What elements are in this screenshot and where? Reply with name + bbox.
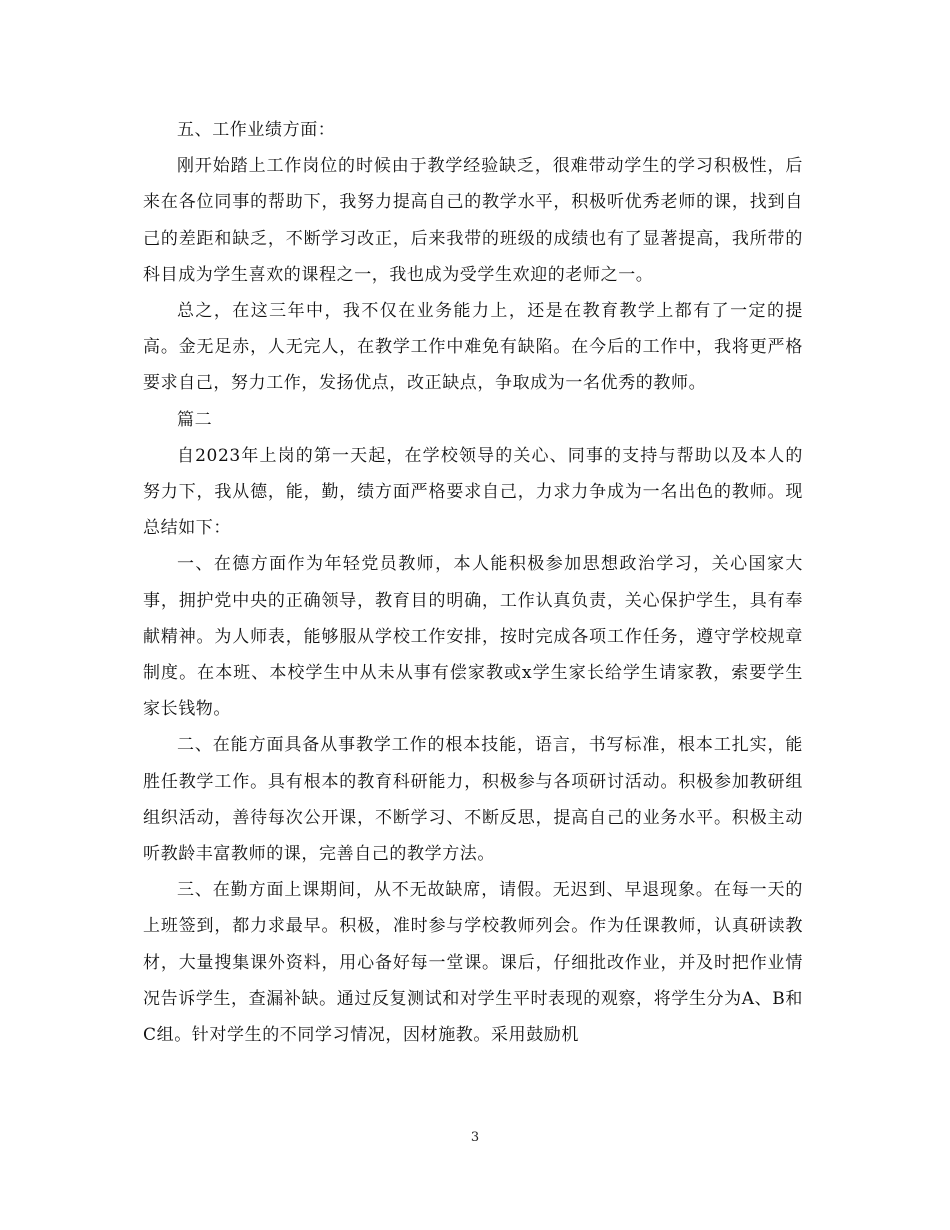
paragraph-introduction: 自2023年上岗的第一天起，在学校领导的关心、同事的支持与帮助以及本人的努力下，我从德，能，勤，绩方面严格要求自己，力求力争成为一名出色的教师。现总结如下： xyxy=(143,445,803,539)
paragraph-diligence: 三、在勤方面上课期间，从不无故缺席，请假。无迟到、早退现象。在每一天的上班签到，都力求最早。积极，准时参与学校教师列会。作为任课教师，认真研读教材，大量搜集课外资料，用心备好每一堂课。课后，仔细批改作业，并及时把作业情况告诉学生，查漏补缺。通过反复测试和对学生平时表现的观察，将学生分为A、B和C组。针对学生的不同学习情况，因材施教。采用鼓励机 xyxy=(143,880,803,1046)
section-heading-part-two: 篇二 xyxy=(177,409,213,430)
document-body xyxy=(143,112,803,1053)
paragraph-morality: 一、在德方面作为年轻党员教师，本人能积极参加思想政治学习，关心国家大事，拥护党中央的正确领导，教育目的明确，工作认真负责，关心保护学生，具有奉献精神。为人师表，能够服从学校工作安排，按时完成各项工作任务，遵守学校规章制度。在本班、本校学生中从未从事有偿家教或x学生家长给学生请家教，索要学生家长钱物。 xyxy=(143,554,803,720)
paragraph-work-performance: 刚开始踏上工作岗位的时候由于教学经验缺乏，很难带动学生的学习积极性，后来在各位同事的帮助下，我努力提高自己的教学水平，积极听优秀老师的课，找到自己的差距和缺乏，不断学习改正，后来我带的班级的成绩也有了显著提高，我所带的科目成为学生喜欢的课程之一，我也成为受学生欢迎的老师之一。 xyxy=(143,156,803,285)
page-number: 3 xyxy=(470,1130,480,1145)
paragraph-ability: 二、在能方面具备从事教学工作的根本技能，语言，书写标准，根本工扎实，能胜任教学工作。具有根本的教育科研能力，积极参与各项研讨活动。积极参加教研组组织活动，善待每次公开课，不断学习、不断反思，提高自己的业务水平。积极主动听教龄丰富教师的课，完善自己的教学方法。 xyxy=(143,735,803,865)
section-heading-work-performance: 五、工作业绩方面： xyxy=(177,120,336,140)
paragraph-summary: 总之，在这三年中，我不仅在业务能力上，还是在教育教学上都有了一定的提高。金无足赤，人无完人，在教学工作中难免有缺陷。在今后的工作中，我将更严格要求自己，努力工作，发扬优点，改正缺点，争取成为一名优秀的教师。 xyxy=(143,301,803,394)
